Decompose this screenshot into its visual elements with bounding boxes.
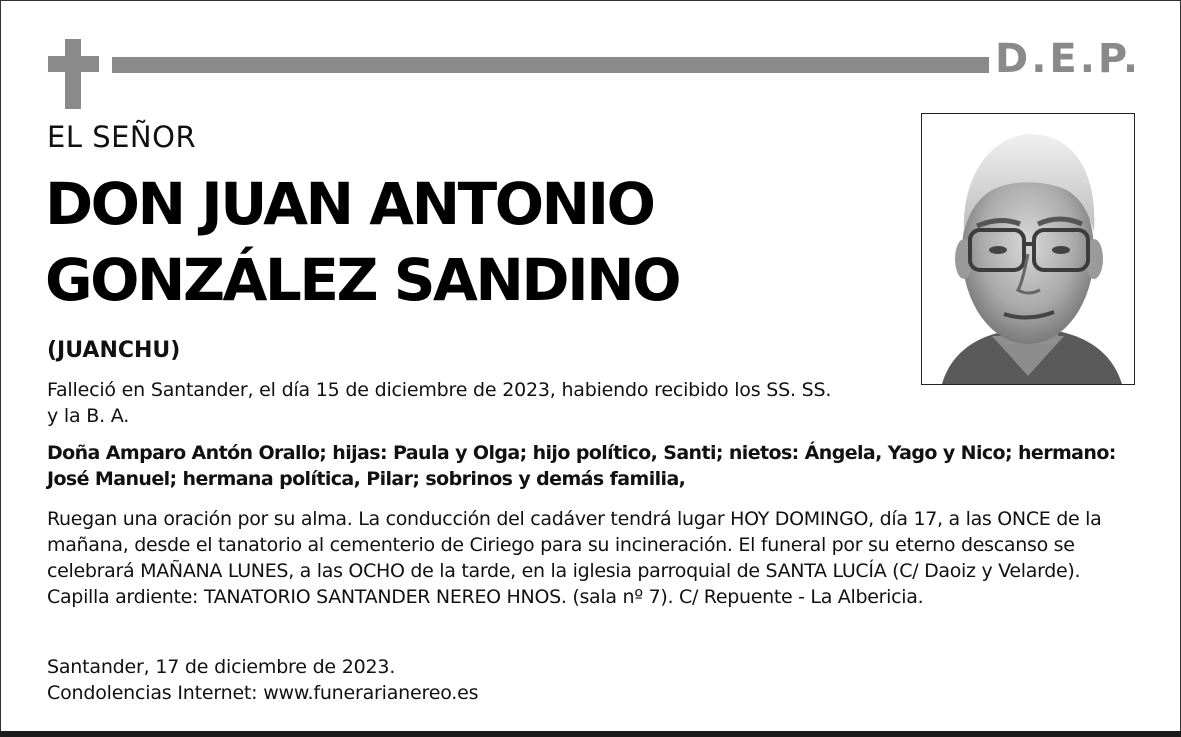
bottom-border bbox=[0, 731, 1181, 737]
name-line-2: GONZÁLEZ SANDINO bbox=[45, 246, 679, 314]
header-rule bbox=[112, 57, 989, 73]
cross-icon bbox=[65, 39, 81, 109]
portrait-photo bbox=[921, 113, 1135, 385]
honorific: EL SEÑOR bbox=[47, 120, 197, 154]
funeral-info: Ruegan una oración por su alma. La conducción del cadáver tendrá lugar HOY DOMINGO, día 17, a las ONCE de la mañana, desde el tanatorio al cementerio de Ciriego para su incineración. El funeral por su eterno descanso se celebrará MAÑANA LUNES, a las OCHO de la tarde, en la iglesia parroquial de SANTA LUCÍA (C/ Daoiz y Velarde). Capilla ardiente: TANATORIO SANTANDER NEREO HNOS. (sala nº 7). C/ Repuente - La Albericia. bbox=[47, 508, 1102, 608]
family-list: Doña Amparo Antón Orallo; hijas: Paula y Olga; hijo político, Santi; nietos: Ángela, Yago y Nico; hermano: José Manuel; hermana política, Pilar; sobrinos y demás familia, bbox=[47, 442, 1116, 490]
place-date: Santander, 17 de diciembre de 2023. bbox=[47, 656, 396, 678]
death-statement bbox=[47, 377, 897, 429]
dep-label: D.E.P. bbox=[995, 36, 1142, 82]
death-line-1: Falleció en Santander, el día 15 de diciembre de 2023, habiendo recibido los SS. SS. bbox=[47, 379, 832, 401]
nickname: (JUANCHU) bbox=[47, 338, 181, 363]
condolences-line: Condolencias Internet: www.funerarianereo.es bbox=[47, 682, 479, 704]
name-line-1: DON JUAN ANTONIO bbox=[45, 170, 654, 238]
deceased-name bbox=[45, 166, 905, 318]
death-line-2: y la B. A. bbox=[47, 405, 130, 427]
cross-icon-bar bbox=[48, 56, 99, 72]
